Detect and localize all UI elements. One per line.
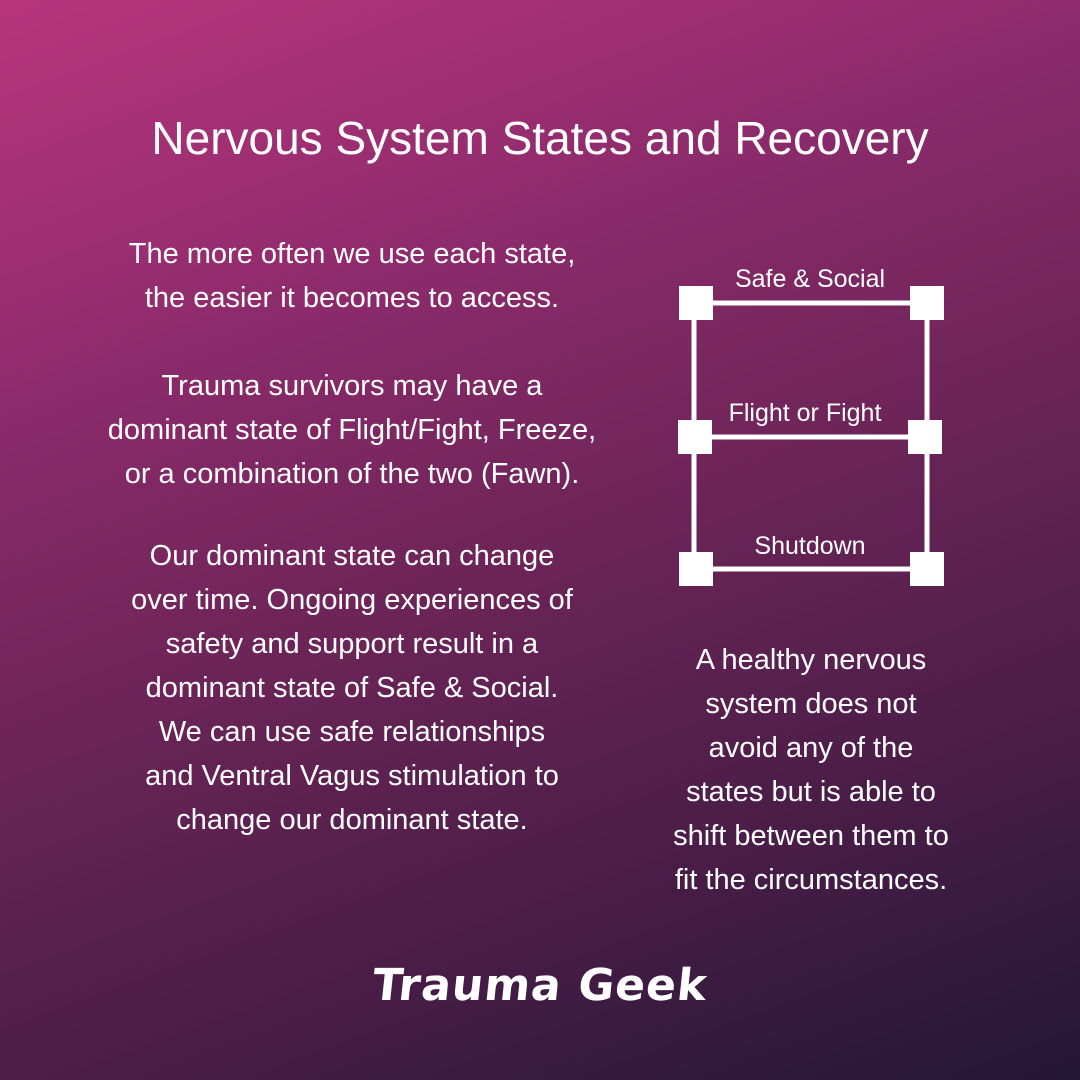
text-line: A healthy nervous xyxy=(695,644,927,676)
node-safe-social-right xyxy=(910,286,944,320)
text-line: fit the circumstances. xyxy=(674,864,948,896)
state-label-safe-social: Safe & Social xyxy=(734,265,886,293)
text-line: We can use safe relationships xyxy=(158,716,546,748)
node-flight-fight-right xyxy=(908,420,942,454)
text-line: states but is able to xyxy=(686,776,936,808)
text-line: and Ventral Vagus stimulation to xyxy=(145,760,559,792)
state-label-shutdown: Shutdown xyxy=(754,532,866,560)
text-line: dominant state of Safe & Social. xyxy=(145,672,559,704)
brand-logo-text: Trauma Geek xyxy=(369,960,711,1011)
text-line: system does not xyxy=(705,688,917,720)
text-line: safety and support result in a xyxy=(165,628,539,660)
text-line: Trauma survivors may have a xyxy=(161,370,543,402)
text-line: The more often we use each state, xyxy=(128,238,576,270)
node-shutdown-left xyxy=(679,552,713,586)
text-line: the easier it becomes to access. xyxy=(144,282,560,314)
node-safe-social-left xyxy=(679,286,713,320)
text-line: or a combination of the two (Fawn). xyxy=(124,458,580,490)
text-line: dominant state of Flight/Fight, Freeze, xyxy=(107,414,597,446)
node-flight-fight-left xyxy=(678,420,712,454)
page-title: Nervous System States and Recovery xyxy=(151,112,929,164)
text-line: change our dominant state. xyxy=(176,804,528,836)
text-line: Our dominant state can change xyxy=(149,540,555,572)
paragraph-healthy-nervous-system xyxy=(630,638,992,902)
node-shutdown-right xyxy=(910,552,944,586)
text-line: over time. Ongoing experiences of xyxy=(131,584,573,616)
state-label-flight-fight: Flight or Fight xyxy=(728,399,882,427)
text-line: avoid any of the xyxy=(708,732,914,764)
text-line: shift between them to xyxy=(673,820,949,852)
